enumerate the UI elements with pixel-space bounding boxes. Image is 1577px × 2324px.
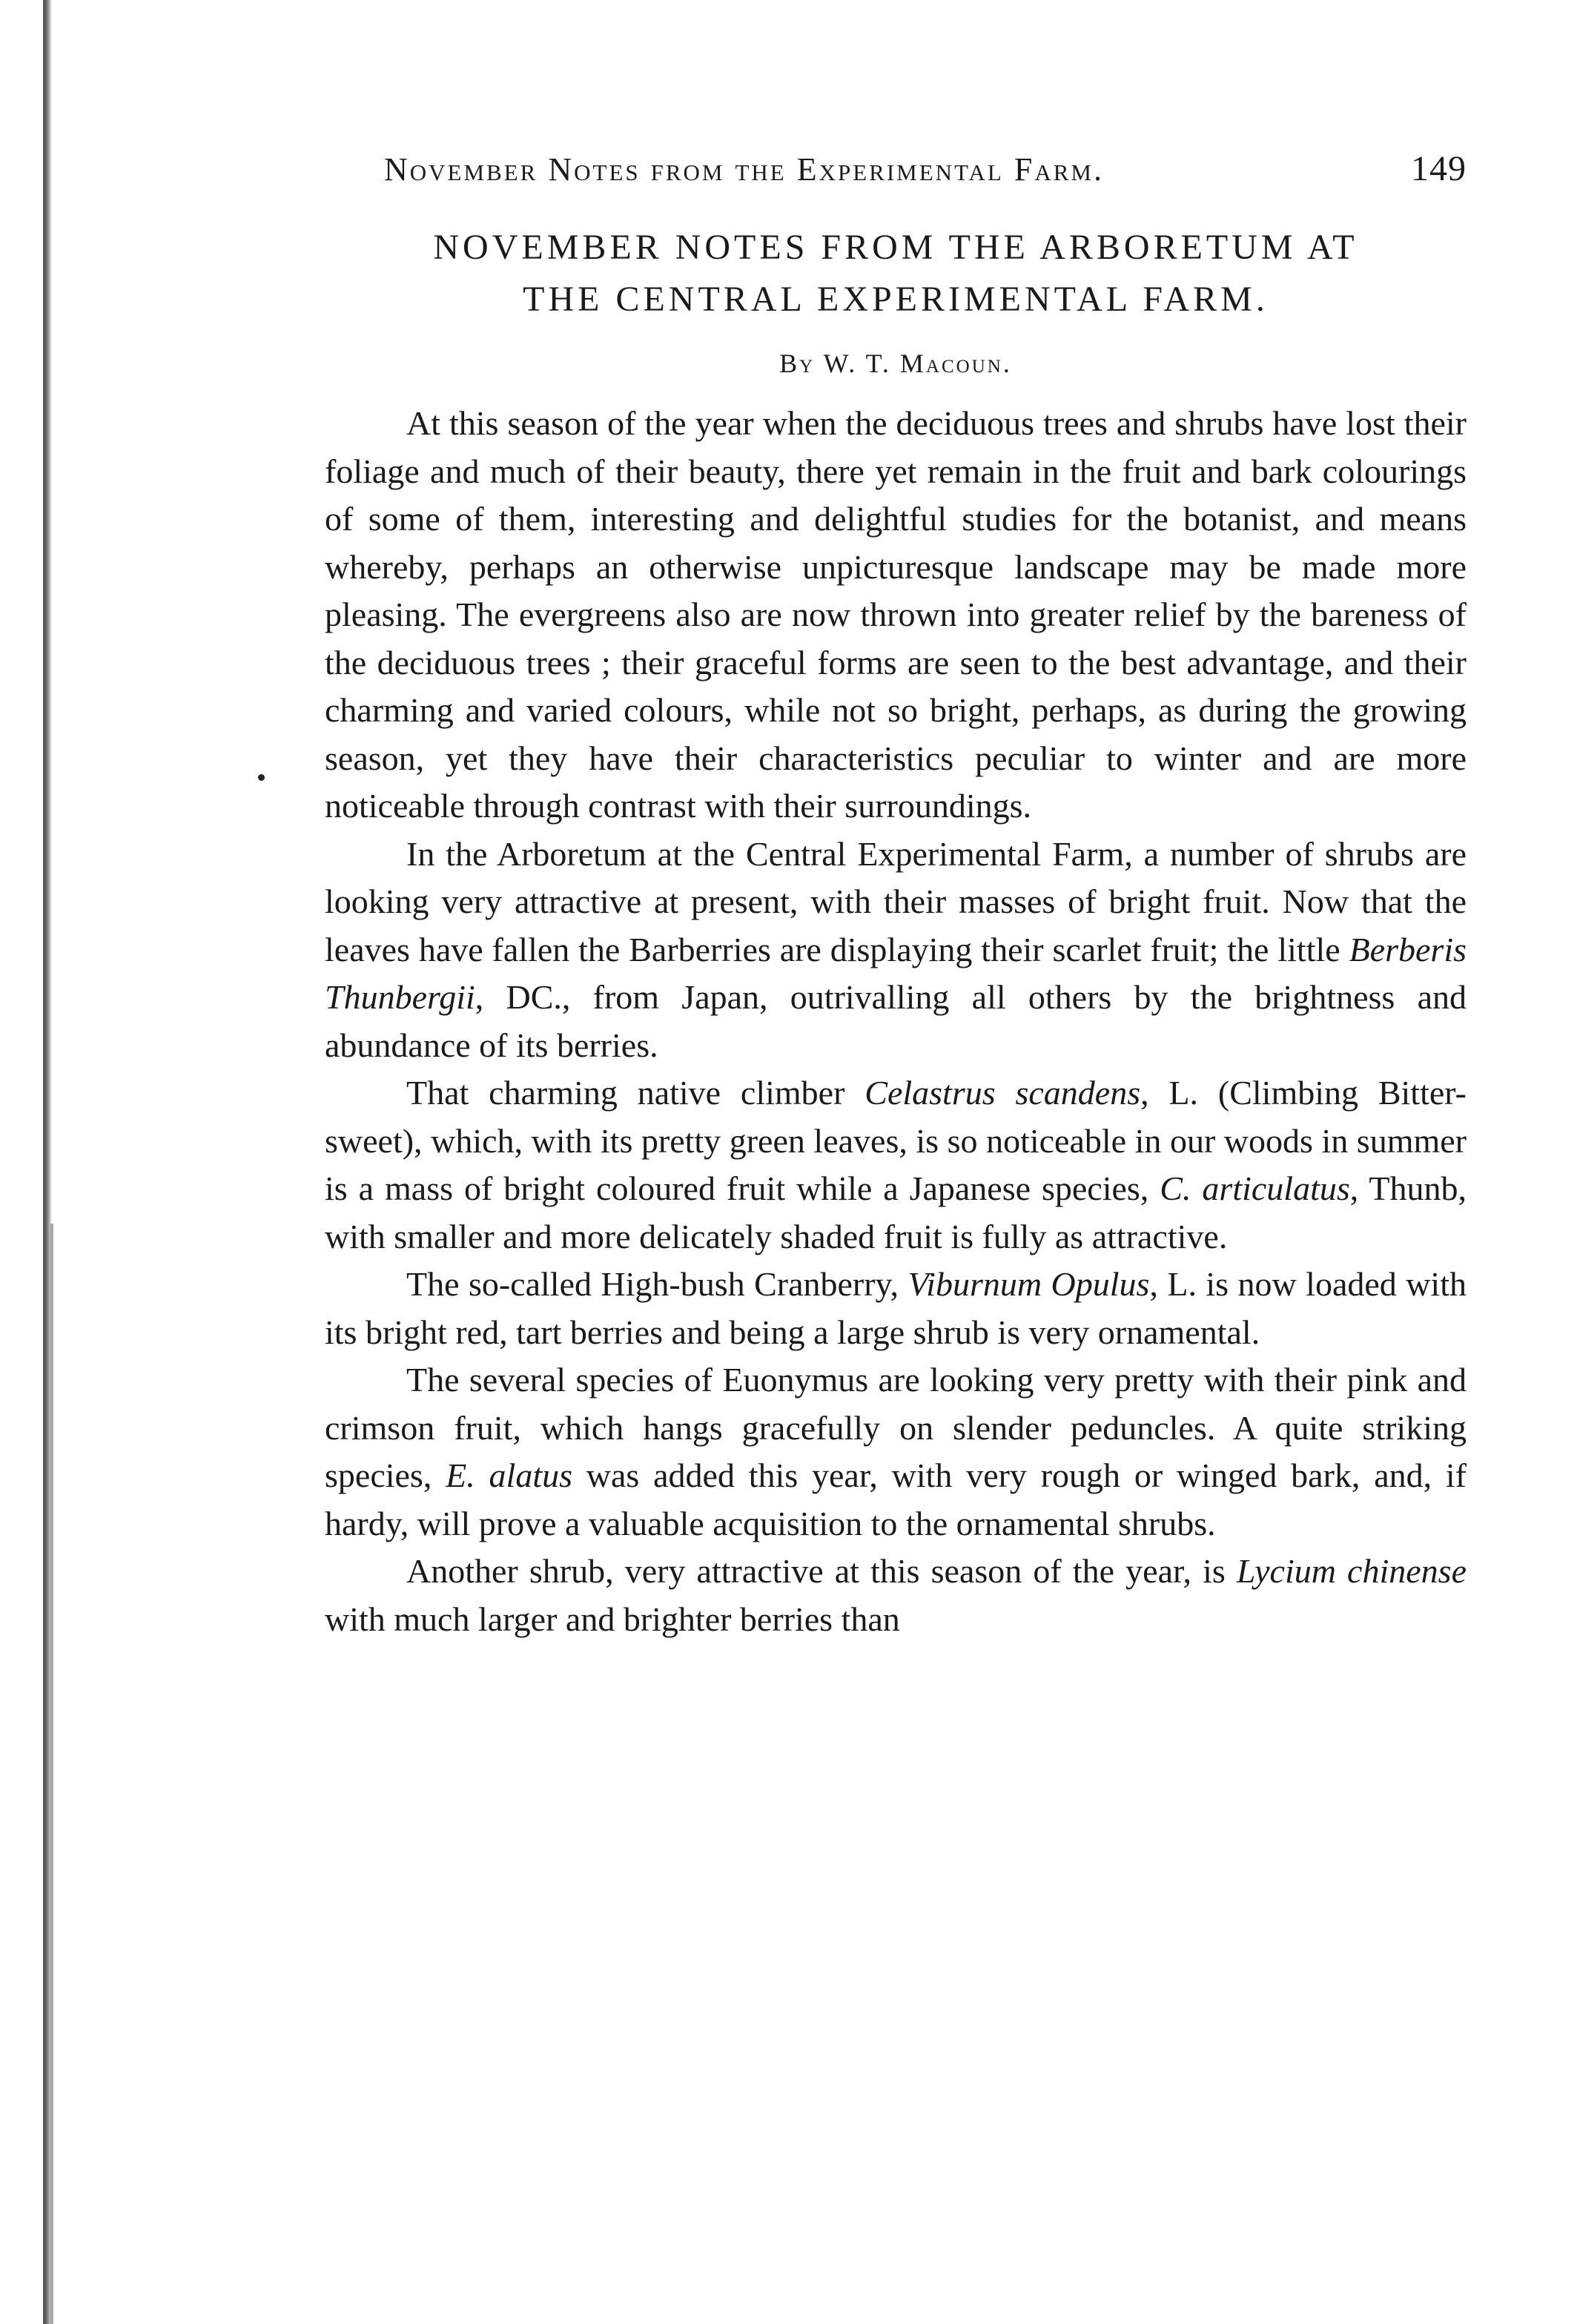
running-head-title: November Notes from the Experimental Farm. <box>384 151 1104 188</box>
species-name: Lycium chinense <box>1236 1552 1467 1590</box>
byline: By W. T. Macoun. <box>779 349 1012 378</box>
paragraph-5 <box>325 1356 1467 1548</box>
paragraph-1: At this season of the year when the deciduous trees and shrubs have lost their foliage and much of their beauty, there yet remain in the fruit and bark colourings of some of them, interesting and delightful studies for the botanist, and means whereby, perhaps an otherwise unpicturesque landscape may be made more pleasing. The evergreens also are now thrown into greater relief by the bareness of the deciduous trees ; their graceful forms are seen to the best advantage, and their charming and varied colours, while not so bright, perhaps, as during the growing season, yet they have their characteristics peculiar to winter and are more noticeable through contrast with their surroundings. <box>325 404 1467 825</box>
paragraph-4 <box>325 1261 1467 1356</box>
article-title-line1: NOVEMBER NOTES FROM THE ARBORETUM AT <box>433 228 1358 267</box>
species-name: Viburnum Opulus <box>907 1265 1150 1303</box>
page <box>325 148 1467 1643</box>
page-number: 149 <box>1411 149 1467 188</box>
paragraph-4-text: , L. is now loaded with its bright red, tart berries and being a large shrub is very ornamental. <box>325 1265 1467 1351</box>
species-name: E. alatus <box>446 1456 572 1494</box>
paragraph-5-text: The several species of Euonymus are looking very pretty with their pink and crimson fruit, which hangs gracefully on slender peduncles. A quite striking species, <box>325 1361 1467 1494</box>
paragraph-2-text: In the Arboretum at the Central Experimental Farm, a number of shrubs are looking very attractive at present, with their masses of bright fruit. Now that the leaves have fallen the Barberries are displaying their scarlet fruit; the little <box>325 834 1467 968</box>
species-name: C. articulatus <box>1160 1169 1350 1207</box>
article-title-line2: THE CENTRAL EXPERIMENTAL FARM. <box>523 280 1269 319</box>
species-name: Celastrus scandens <box>864 1074 1141 1112</box>
ink-speck <box>258 774 265 781</box>
paragraph-3-text: , Thunb, with smaller and more delicately shaded fruit is fully as attractive. <box>325 1169 1467 1255</box>
species-name: Berberis Thunbergii <box>325 930 1467 1016</box>
binding-edge-shadow <box>50 1224 53 2324</box>
paragraph-3-text: That charming native climber <box>406 1074 865 1112</box>
article-body <box>325 400 1467 1643</box>
paragraph-3-text: , L. (Climbing Bitter-sweet), which, with its pretty green leaves, is so noticeable in our woods in summer is a mass of bright coloured fruit while a Japanese species, <box>325 1074 1467 1207</box>
paragraph-3 <box>325 1069 1467 1261</box>
paragraph-2 <box>325 831 1467 1070</box>
paragraph-6 <box>325 1548 1467 1643</box>
paragraph-2-text: , DC., from Japan, outrivalling all others by the brightness and abundance of its berries. <box>325 978 1467 1064</box>
article-title <box>325 222 1467 326</box>
paragraph-6-text: with much larger and brighter berries than <box>325 1600 900 1638</box>
paragraph-4-text: The so-called High-bush Cranberry, <box>406 1265 908 1303</box>
paragraph-5-text: was added this year, with very rough or winged bark, and, if hardy, will prove a valuable acquisition to the ornamental shrubs. <box>325 1456 1467 1542</box>
paragraph-6-text: Another shrub, very attractive at this season of the year, is <box>406 1552 1237 1590</box>
running-head <box>384 148 1467 189</box>
